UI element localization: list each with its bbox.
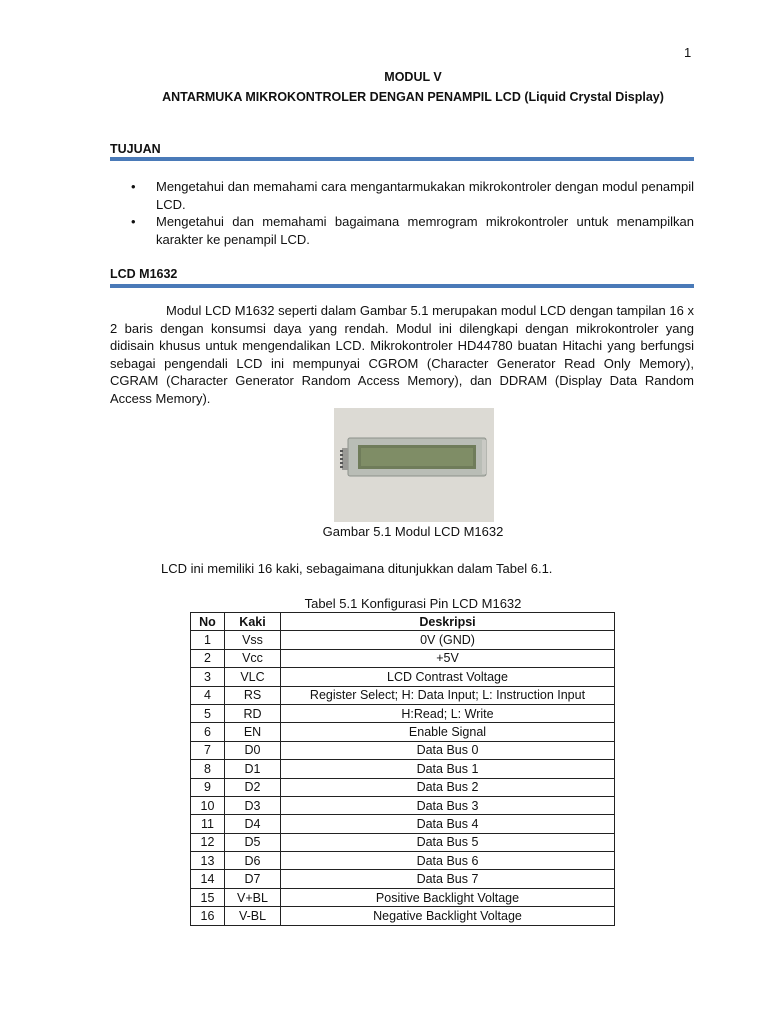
cell-deskripsi: Data Bus 0 (281, 741, 615, 759)
cell-deskripsi: 0V (GND) (281, 631, 615, 649)
cell-kaki: Vcc (225, 649, 281, 667)
cell-no: 6 (191, 723, 225, 741)
list-item: • Mengetahui dan memahami bagaimana memrogram mikrokontroler untuk menampilkan karakter ke penampil LCD. (131, 214, 694, 247)
cell-deskripsi: LCD Contrast Voltage (281, 668, 615, 686)
cell-kaki: D7 (225, 870, 281, 888)
cell-no: 3 (191, 668, 225, 686)
column-header-deskripsi: Deskripsi (281, 613, 615, 631)
cell-deskripsi: Data Bus 6 (281, 852, 615, 870)
document-title: ANTARMUKA MIKROKONTROLER DENGAN PENAMPIL LCD (Liquid Crystal Display) (162, 90, 664, 104)
cell-deskripsi: Data Bus 7 (281, 870, 615, 888)
bullet-icon: • (131, 214, 136, 229)
table-row (191, 888, 615, 906)
module-title: MODUL V (384, 70, 442, 84)
table-row (191, 723, 615, 741)
cell-no: 14 (191, 870, 225, 888)
cell-kaki: D4 (225, 815, 281, 833)
table-row (191, 833, 615, 851)
cell-no: 13 (191, 852, 225, 870)
cell-no: 12 (191, 833, 225, 851)
table-row (191, 907, 615, 925)
cell-deskripsi: Data Bus 3 (281, 796, 615, 814)
cell-deskripsi: H:Read; L: Write (281, 704, 615, 722)
cell-deskripsi: Data Bus 5 (281, 833, 615, 851)
cell-no: 15 (191, 888, 225, 906)
cell-deskripsi: Enable Signal (281, 723, 615, 741)
table-row (191, 741, 615, 759)
bullet-icon: • (131, 179, 136, 194)
table-caption: Tabel 5.1 Konfigurasi Pin LCD M1632 (304, 596, 522, 611)
cell-kaki: D3 (225, 796, 281, 814)
cell-no: 10 (191, 796, 225, 814)
objectives-list (131, 178, 694, 248)
cell-no: 4 (191, 686, 225, 704)
table-intro: LCD ini memiliki 16 kaki, sebagaimana ditunjukkan dalam Tabel 6.1. (161, 561, 553, 576)
cell-kaki: EN (225, 723, 281, 741)
column-header-kaki: Kaki (225, 613, 281, 631)
lcd-description-paragraph: Modul LCD M1632 seperti dalam Gambar 5.1 merupakan modul LCD dengan tampilan 16 x 2 baris dengan konsumsi daya yang rendah. Modul ini dilengkapi dengan mikrokontroler yang didisain khusus untuk mengendalikan LCD. Mikrokontroler HD44780 buatan Hitachi yang berfungsi sebagai pengendali LCD ini mempunyai CGROM (Character Generator Read Only Memory), CGRAM (Character Generator Random Access Memory), dan DDRAM (Display Data Random Access Memory). (110, 303, 694, 406)
lcd-module-photo (334, 408, 494, 522)
cell-kaki: D6 (225, 852, 281, 870)
cell-no: 5 (191, 704, 225, 722)
cell-no: 7 (191, 741, 225, 759)
table-row (191, 649, 615, 667)
section-heading-tujuan: TUJUAN (110, 142, 161, 156)
cell-kaki: VLC (225, 668, 281, 686)
section-rule (110, 284, 694, 288)
cell-kaki: D1 (225, 760, 281, 778)
table-row (191, 815, 615, 833)
cell-kaki: V+BL (225, 888, 281, 906)
cell-kaki: D0 (225, 741, 281, 759)
table-row (191, 870, 615, 888)
cell-kaki: RS (225, 686, 281, 704)
cell-kaki: Vss (225, 631, 281, 649)
cell-no: 2 (191, 649, 225, 667)
list-item: • Mengetahui dan memahami cara mengantarmukakan mikrokontroler dengan modul penampil LCD. (131, 179, 694, 212)
cell-deskripsi: Register Select; H: Data Input; L: Instruction Input (281, 686, 615, 704)
cell-kaki: RD (225, 704, 281, 722)
page-number: 1 (684, 45, 692, 60)
cell-no: 8 (191, 760, 225, 778)
cell-deskripsi: Data Bus 4 (281, 815, 615, 833)
table-row (191, 668, 615, 686)
lcd-module-image (334, 408, 494, 522)
cell-deskripsi: Data Bus 1 (281, 760, 615, 778)
figure-caption: Gambar 5.1 Modul LCD M1632 (322, 524, 504, 539)
table-row (191, 686, 615, 704)
section-heading-lcd: LCD M1632 (110, 267, 178, 281)
cell-kaki: D2 (225, 778, 281, 796)
cell-no: 11 (191, 815, 225, 833)
cell-deskripsi: +5V (281, 649, 615, 667)
section-rule (110, 157, 694, 161)
cell-deskripsi: Positive Backlight Voltage (281, 888, 615, 906)
cell-no: 16 (191, 907, 225, 925)
table-row (191, 778, 615, 796)
cell-deskripsi: Data Bus 2 (281, 778, 615, 796)
column-header-no: No (191, 613, 225, 631)
table-row (191, 631, 615, 649)
cell-kaki: V-BL (225, 907, 281, 925)
pin-configuration-table (190, 612, 615, 926)
cell-kaki: D5 (225, 833, 281, 851)
table-row (191, 852, 615, 870)
cell-deskripsi: Negative Backlight Voltage (281, 907, 615, 925)
table-row (191, 760, 615, 778)
cell-no: 9 (191, 778, 225, 796)
table-row (191, 704, 615, 722)
cell-no: 1 (191, 631, 225, 649)
table-row (191, 796, 615, 814)
table-header-row (191, 613, 615, 631)
